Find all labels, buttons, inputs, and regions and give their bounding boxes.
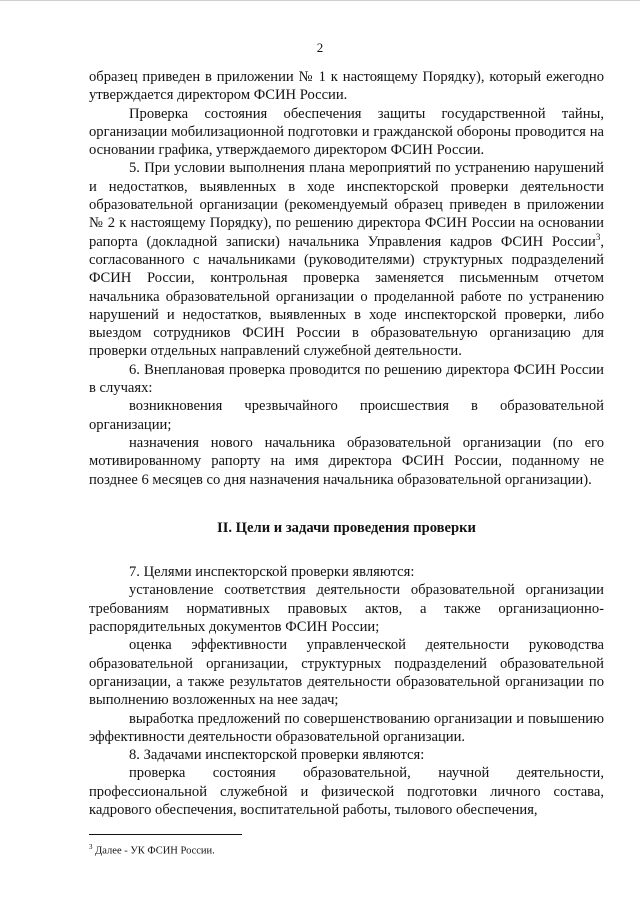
paragraph: проверка состояния образовательной, научной деятельности, профессиональной служебной и физической подготовки личного состава, кадрового обеспечения, воспитательной работы, тылового обеспечения,: [89, 765, 604, 818]
footnote-number: 3: [89, 843, 93, 851]
footnote-text: Далее - УК ФСИН России.: [95, 845, 215, 857]
paragraph: 8. Задачами инспекторской проверки являются:: [129, 747, 425, 764]
paragraph: образец приведен в приложении № 1 к настоящему Порядку), который ежегодно утверждается директором ФСИН России.: [89, 69, 604, 104]
paragraph: 7. Целями инспекторской проверки являются:: [129, 564, 415, 581]
paragraph-text: 5. При условии выполнения плана мероприятий по устранению нарушений и недостатков, выявленных в ходе инспекторской проверки деятельности образовательной организации (рекомендуемый образец приведен в приложении № 2 к настоящему Порядку), по решению директора ФСИН России на основании рапорта (докладной записки) начальника Управления кадров ФСИН России: [89, 160, 604, 250]
page-number: 2: [316, 40, 324, 55]
top-edge-line: [0, 0, 640, 1]
section-heading: II. Цели и задачи проведения проверки: [217, 519, 476, 536]
paragraph-text: , согласованного с начальниками (руководителями) структурных подразделений ФСИН России, контрольная проверка заменяется письменным отчетом начальника образовательной организации о проделанной работе по устранению нарушений и недостатков, выявленных в ходе инспекторской проверки, либо выездом сотрудников ФСИН России в образовательную организацию для проверки отдельных направлений служебной деятельности.: [89, 233, 604, 360]
paragraph: 6. Внеплановая проверка проводится по решению директора ФСИН России в случаях:: [89, 361, 604, 397]
paragraph: оценка эффективности управленческой деятельности руководства образовательной организации, структурных подразделений образовательной организации, а также результатов деятельности образовательной организации по выполнению возложенных на нее задач;: [89, 637, 604, 709]
paragraph: возникновения чрезвычайного происшествия в образовательной организации;: [89, 398, 604, 433]
paragraph: назначения нового начальника образовательной организации (по его мотивированному рапорту на имя директора ФСИН России, поданному не позднее 6 месяцев со дня назначения начальника образовательной организации).: [89, 434, 604, 488]
document-body: [89, 68, 604, 819]
footnote-separator: [89, 834, 242, 835]
paragraph: выработка предложений по совершенствованию организации и повышению эффективности деятельности образовательной организации.: [89, 710, 604, 745]
paragraph: [89, 159, 604, 360]
footnote-reference: 3: [595, 231, 601, 242]
paragraph: Проверка состояния обеспечения защиты государственной тайны, организации мобилизационной подготовки и гражданской обороны проводится на основании графика, утверждаемого директором ФСИН России.: [89, 105, 604, 159]
footnote: [89, 843, 215, 857]
paragraph: установление соответствия деятельности образовательной организации требованиям нормативных правовых актов, а также организационно-распорядительных документов ФСИН России;: [89, 582, 604, 636]
